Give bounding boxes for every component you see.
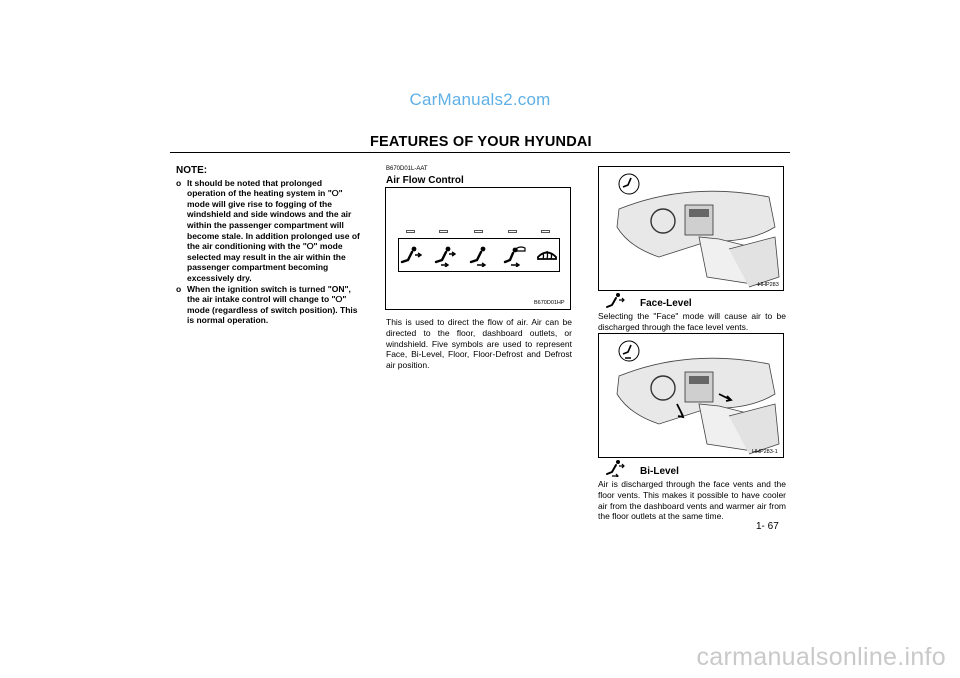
section-title: Air Flow Control (386, 175, 464, 186)
bi-level-description: Air is discharged through the face vents and the floor vents. This makes it possible to have cooler air from the dashboard vents and warmer air from the floor outlets at the same time. (598, 479, 786, 522)
indicator-led (439, 230, 448, 233)
figure-code: HHP283 (758, 282, 779, 288)
face-level-title: Face-Level (640, 298, 692, 309)
floor-defrost-icon (502, 245, 526, 267)
note-text: When the ignition switch is turned "ON", the air intake control will change to "⭘" mode (regardless of switch position). This is normal operation. (187, 283, 358, 326)
indicator-led (541, 230, 550, 233)
page-header: FEATURES OF YOUR HYUNDAI (370, 134, 592, 150)
watermark-top: CarManuals2.com (409, 90, 551, 109)
air-flow-description: This is used to direct the flow of air. Air can be directed to the floor, dashboard outlets, or windshield. Five symbols are used to represent Face, Bi-Level, Floor, Floor-Defrost and Defrost air position. (386, 317, 572, 371)
note-item-1 (176, 178, 362, 284)
note-title: NOTE: (176, 165, 208, 176)
defrost-icon (535, 245, 559, 267)
bi-level-icon (604, 459, 626, 477)
dashboard-illustration (599, 334, 784, 458)
watermark-bottom: carmanualsonline.info (696, 643, 946, 671)
dashboard-illustration (599, 167, 784, 291)
note-bullet: o (176, 177, 182, 188)
section-code: B670D01L-AAT (386, 166, 428, 172)
face-level-figure (598, 166, 784, 291)
face-icon (399, 245, 423, 267)
face-level-description: Selecting the "Face" mode will cause air to be discharged through the face level vents. (598, 311, 786, 332)
note-text: It should be noted that prolonged operation of the heating system in "⭘" mode will give rise to fogging of the windshield and side windows and the air within the passenger compartment will become stale. In addition prolonged use of the air conditioning with the "⭘" mode selected may result in the air within the passenger compartment becoming excessively dry. (187, 177, 360, 283)
note-item-2 (176, 284, 362, 326)
note-bullet: o (176, 283, 182, 294)
indicator-led (406, 230, 415, 233)
bi-level-title: Bi-Level (640, 466, 679, 477)
indicator-led (508, 230, 517, 233)
note-block (176, 166, 362, 326)
bi-level-icon (433, 245, 457, 267)
indicator-led (474, 230, 483, 233)
figure-code: HHP283-1 (752, 449, 778, 455)
figure-code: B670D01HP (534, 300, 565, 306)
page-number: 1- 67 (756, 521, 779, 532)
face-icon (604, 292, 626, 310)
bi-level-figure (598, 333, 784, 458)
floor-icon (468, 245, 492, 267)
header-rule (170, 152, 790, 153)
